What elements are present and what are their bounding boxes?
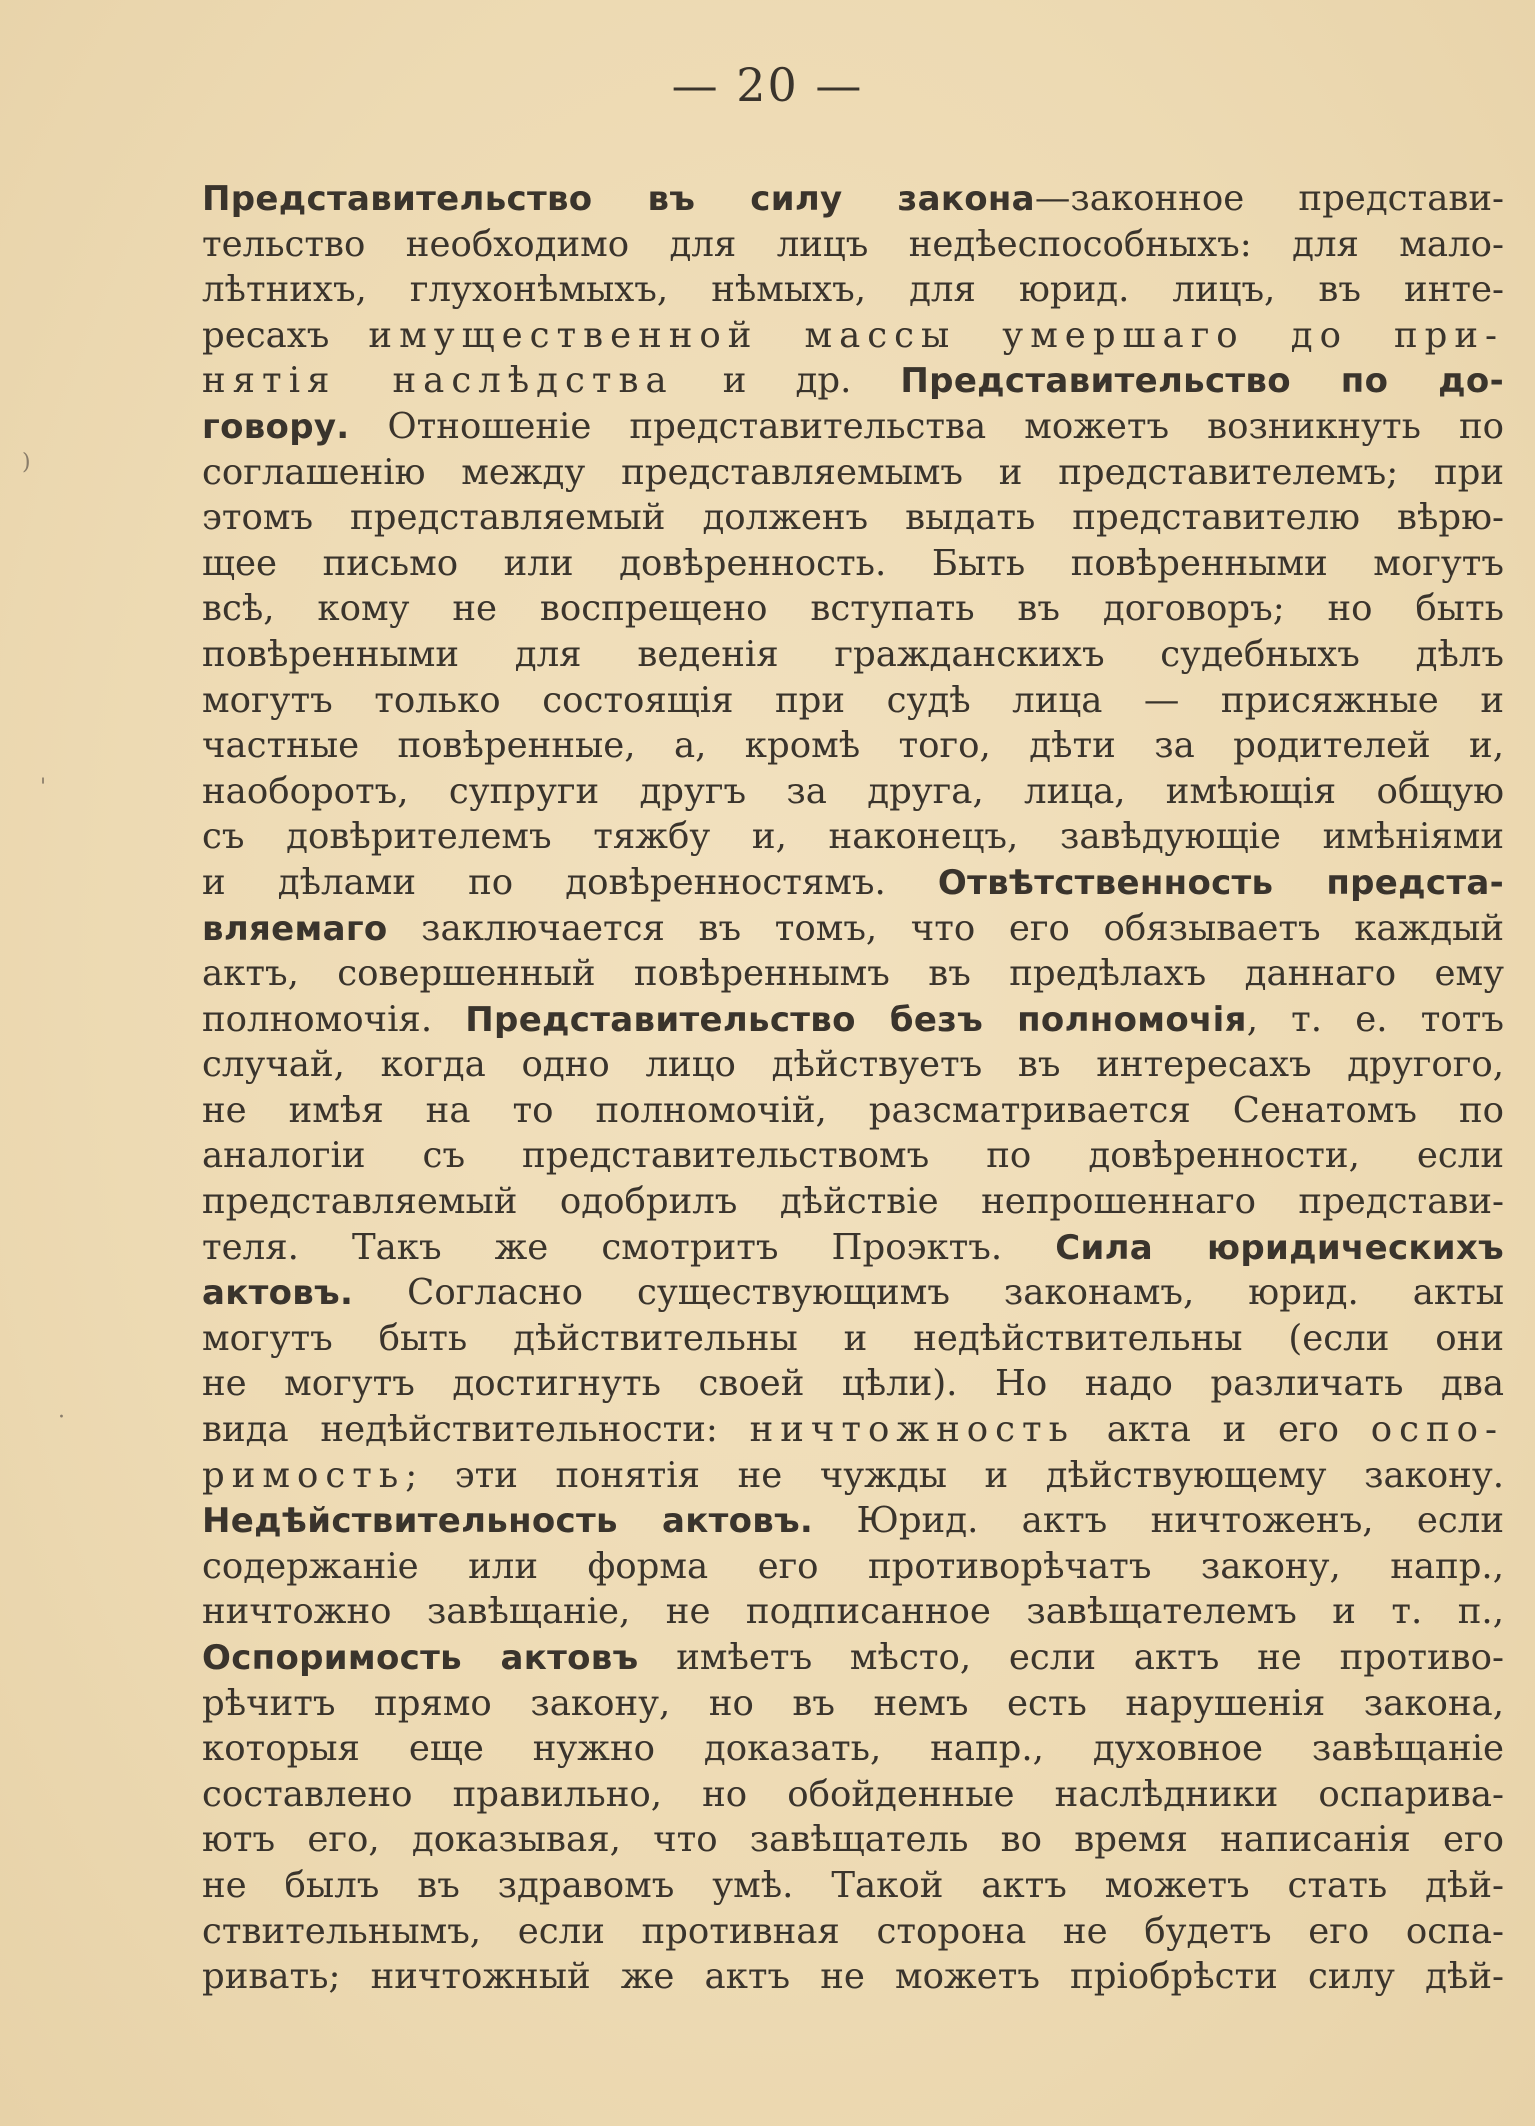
text-line [202, 1954, 1504, 2000]
text-segment: Юрид. актъ ничтоженъ, если [813, 1500, 1504, 1542]
text-segment: ривать; ничтожный же актъ не можетъ пріобрѣсти силу дѣй- [202, 1956, 1504, 1998]
text-segment: заключается въ томъ, что его обязываетъ каждый [387, 907, 1504, 949]
text-segment: съ довѣрителемъ тяжбу и, наконецъ, завѣдующіе имѣніями [202, 816, 1504, 858]
text-line [202, 1817, 1504, 1863]
text-segment: имѣетъ мѣсто, если актъ не противо- [638, 1637, 1504, 1678]
spaced-emphasis: оспо- [1370, 1409, 1504, 1451]
text-line [202, 586, 1504, 632]
text-line [202, 1225, 1504, 1271]
text-segment: щее письмо или довѣренность. Быть повѣренными могутъ [202, 542, 1504, 584]
spaced-emphasis: нятія наслѣдства [202, 360, 674, 402]
text-line [202, 495, 1504, 541]
text-segment: случай, когда одно лицо дѣйствуетъ въ интересахъ другого, [202, 1044, 1504, 1086]
margin-mark: · [58, 1405, 65, 1430]
bold-term: Недѣйствительность актовъ. [202, 1501, 814, 1542]
text-segment: соглашенію между представляемымъ и представителемъ; при [202, 451, 1504, 493]
text-segment: могутъ быть дѣйствительны и недѣйствительны (если они [202, 1317, 1504, 1359]
bold-term: Оспоримость актовъ [202, 1638, 639, 1678]
text-segment: и др. [673, 360, 901, 402]
bold-term: говору. [202, 406, 350, 447]
text-segment: наоборотъ, супруги другъ за друга, лица, имѣющія общую [202, 770, 1504, 812]
text-line [202, 1088, 1504, 1134]
text-segment: содержаніе или форма его противорѣчатъ закону, напр., [202, 1545, 1504, 1587]
text-segment: всѣ, кому не воспрещено вступать въ договоръ; но быть [202, 588, 1504, 630]
text-line [202, 358, 1504, 404]
text-line [202, 541, 1504, 587]
text-line [202, 1270, 1504, 1316]
text-line [202, 1316, 1504, 1362]
text-segment: —законное представи- [1034, 178, 1504, 219]
text-line [202, 814, 1504, 860]
text-line [202, 222, 1504, 268]
text-line [202, 313, 1504, 359]
text-segment: теля. Такъ же смотритъ Проэктъ. [202, 1226, 1056, 1268]
text-line [202, 1042, 1504, 1088]
text-line [202, 176, 1504, 222]
text-segment: ютъ его, доказывая, что завѣщатель во время написанія его [202, 1819, 1504, 1861]
bold-term: актовъ. [202, 1273, 354, 1314]
text-segment: повѣренными для веденія гражданскихъ судебныхъ дѣлъ [202, 633, 1504, 675]
text-line [202, 450, 1504, 496]
text-line [202, 1453, 1504, 1499]
body-text [202, 176, 1504, 2000]
text-line [202, 906, 1504, 952]
text-segment: Отношеніе представительства можетъ возникнуть по [349, 405, 1504, 447]
text-line [202, 1863, 1504, 1909]
text-line [202, 1407, 1504, 1453]
bold-term: Представительство по до- [900, 361, 1504, 402]
text-segment: рѣчитъ прямо закону, но въ немъ есть нарушенія закона, [202, 1682, 1504, 1724]
text-line [202, 723, 1504, 769]
page-number: — 20 — [671, 58, 864, 112]
text-line [202, 1361, 1504, 1407]
text-line [202, 951, 1504, 997]
text-segment: не могутъ достигнуть своей цѣли). Но надо различать два [202, 1363, 1504, 1405]
text-segment: этомъ представляемый долженъ выдать представителю вѣрю- [202, 497, 1504, 539]
text-segment: акта и его [1074, 1409, 1371, 1451]
text-line [202, 1772, 1504, 1818]
text-line [202, 1635, 1504, 1681]
bold-term: Отвѣтственность предста- [937, 862, 1504, 903]
text-segment: могутъ только состоящія при судѣ лица — присяжные и [202, 679, 1504, 721]
text-line [202, 1589, 1504, 1635]
text-segment: вида недѣйствительности: [202, 1409, 750, 1451]
text-line [202, 632, 1504, 678]
text-line [202, 404, 1504, 450]
text-segment: частные повѣренные, а, кромѣ того, дѣти за родителей и, [202, 725, 1504, 767]
text-line [202, 678, 1504, 724]
text-line [202, 1544, 1504, 1590]
text-segment: составлено правильно, но обойденные наслѣдники оспарива- [202, 1773, 1504, 1815]
text-segment: не имѣя на то полномочій, разсматривается Сенатомъ по [202, 1089, 1504, 1131]
text-segment: лѣтнихъ, глухонѣмыхъ, нѣмыхъ, для юрид. лицъ, въ инте- [202, 269, 1504, 311]
text-line [202, 997, 1504, 1043]
text-line [202, 267, 1504, 313]
text-segment: , т. е. тотъ [1246, 998, 1504, 1040]
text-line [202, 1726, 1504, 1772]
bold-term: Представительство безъ полномочія [465, 999, 1247, 1040]
text-line [202, 769, 1504, 815]
bold-term: Сила юридическихъ [1055, 1227, 1504, 1268]
spaced-emphasis: ничтожность [749, 1409, 1075, 1451]
margin-mark: ) [22, 450, 31, 475]
text-segment: ствительнымъ, если противная сторона не будетъ его оспа- [202, 1910, 1504, 1952]
text-segment: ничтожно завѣщаніе, не подписанное завѣщателемъ и т. п., [202, 1591, 1504, 1633]
text-line [202, 1498, 1504, 1544]
text-segment: представляемый одобрилъ дѣйствіе непрошеннаго представи- [202, 1181, 1504, 1223]
text-segment: и дѣлами по довѣренностямъ. [202, 861, 938, 903]
spaced-emphasis: римость [202, 1454, 406, 1496]
bold-term: Представительство въ силу закона [202, 179, 1035, 219]
text-segment: которыя еще нужно доказать, напр., духовное завѣщаніе [202, 1728, 1504, 1770]
margin-mark: ' [40, 775, 47, 800]
text-segment: тельство необходимо для лицъ недѣеспособныхъ: для мало- [202, 223, 1504, 265]
text-line [202, 1179, 1504, 1225]
text-segment: полномочія. [202, 998, 466, 1040]
text-segment: ресахъ [202, 314, 369, 356]
text-line [202, 860, 1504, 906]
text-line [202, 1133, 1504, 1179]
text-line [202, 1681, 1504, 1727]
text-segment: ; эти понятія не чужды и дѣйствующему закону. [405, 1454, 1504, 1496]
bold-term: вляемаго [202, 908, 388, 949]
text-segment: Согласно существующимъ законамъ, юрид. акты [353, 1272, 1504, 1314]
text-segment: актъ, совершенный повѣреннымъ въ предѣлахъ даннаго ему [202, 953, 1504, 995]
spaced-emphasis: имущественной массы умершаго до при- [368, 314, 1504, 356]
text-segment: аналогіи съ представительствомъ по довѣренности, если [202, 1135, 1504, 1177]
text-segment: не былъ въ здравомъ умѣ. Такой актъ можетъ стать дѣй- [202, 1864, 1504, 1906]
text-line [202, 1909, 1504, 1955]
